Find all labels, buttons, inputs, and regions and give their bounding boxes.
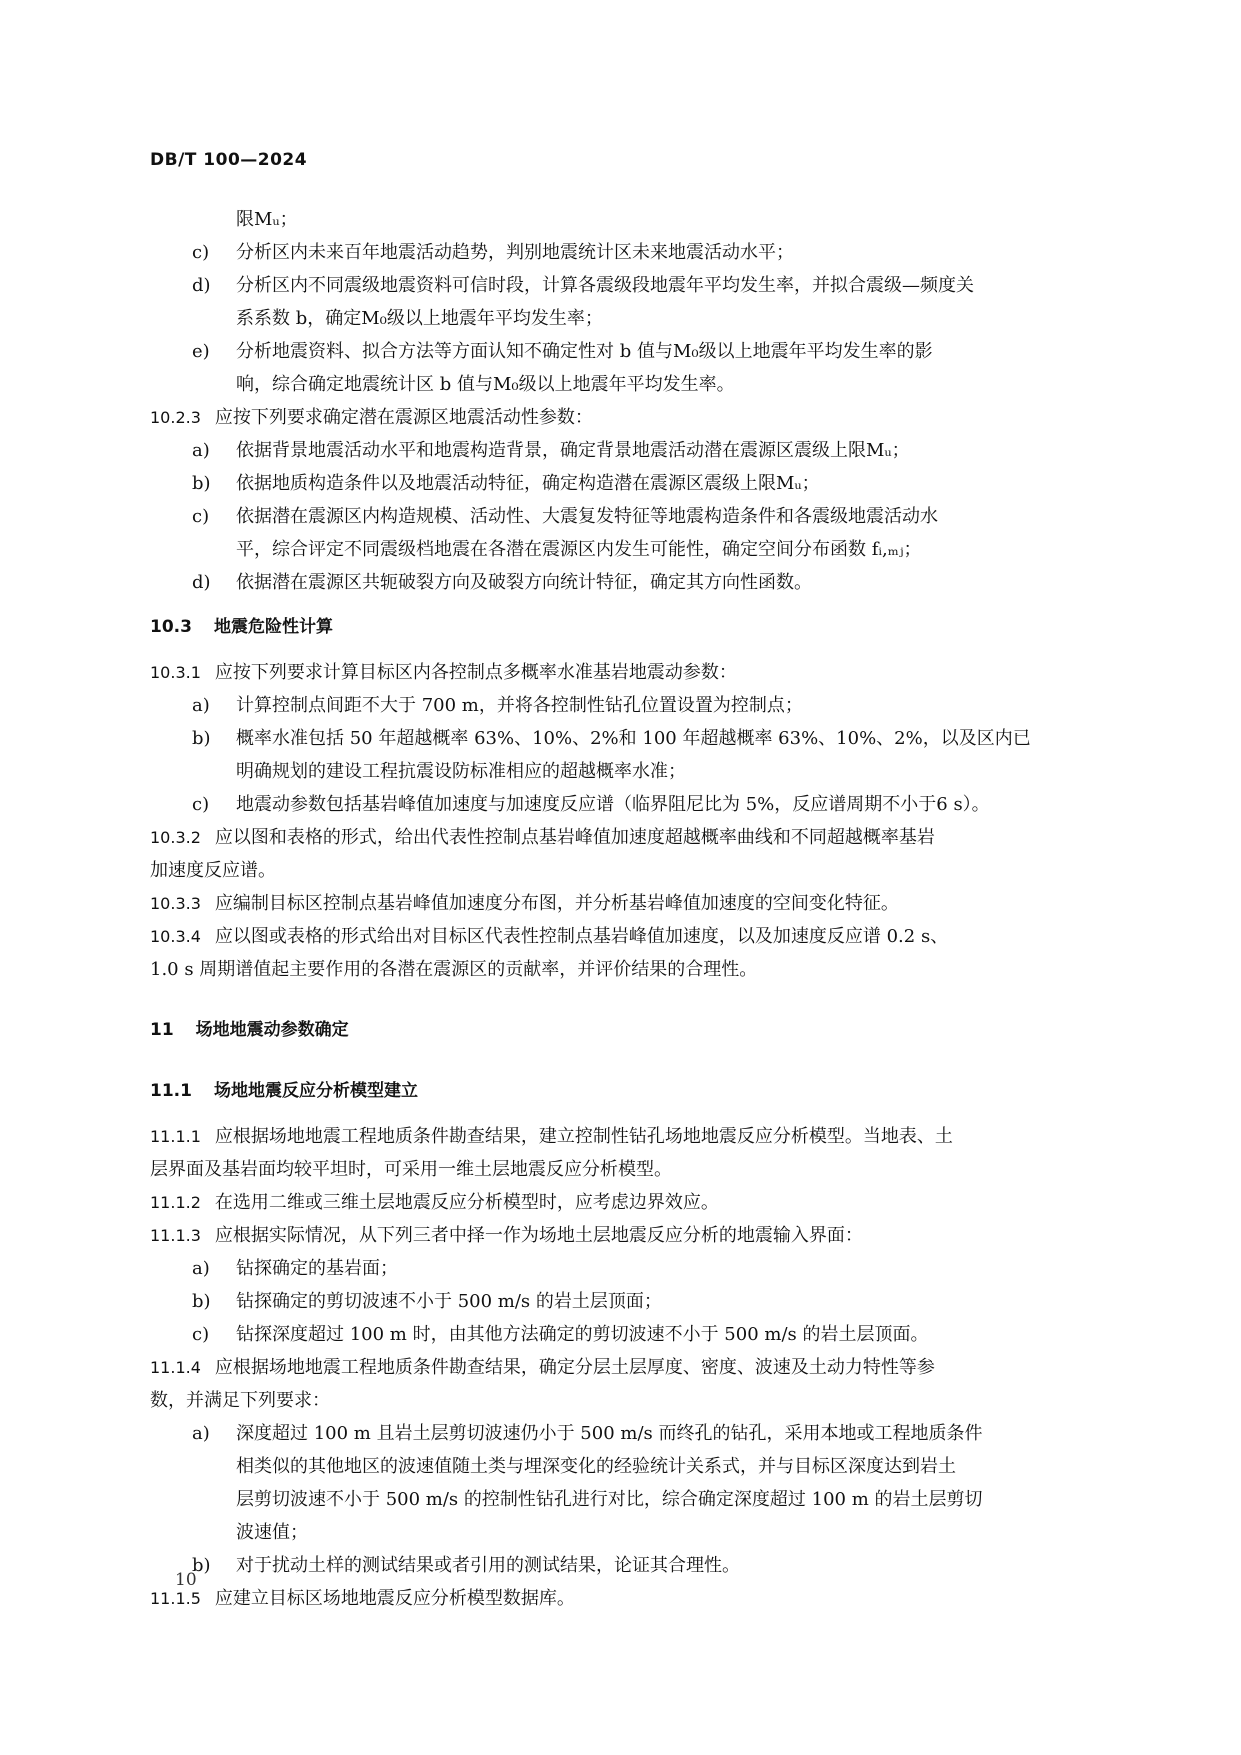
- clause: [150, 1582, 1100, 1615]
- spacer: [150, 644, 1100, 656]
- clause-number: 10.3.4: [150, 927, 201, 946]
- list-item-continuation: 相类似的其他地区的波速值随土类与埋深变化的经验统计关系式，并与目标区深度达到岩土: [236, 1456, 956, 1477]
- clause-text: 在选用二维或三维土层地震反应分析模型时，应考虑边界效应。: [214, 1192, 719, 1213]
- clause-number: 11.1.4: [150, 1358, 201, 1377]
- list-marker: c): [192, 1324, 210, 1345]
- list-marker: a): [192, 1258, 210, 1279]
- list-marker: c): [192, 794, 210, 815]
- clause: [150, 920, 1100, 953]
- list-marker: a): [192, 695, 210, 716]
- list-item-text: 依据地质构造条件以及地震活动特征，确定构造潜在震源区震级上限Mᵤ；: [236, 473, 820, 494]
- list-marker: a): [192, 440, 210, 461]
- clause: [150, 821, 1100, 854]
- list-item-text: 计算控制点间距不大于 700 m，并将各控制性钻孔位置设置为控制点；: [236, 695, 803, 716]
- list-item-text: 概率水准包括 50 年超越概率 63%、10%、2%和 100 年超越概率 63%、10%、2%，以及区内已: [236, 728, 1031, 749]
- list-marker: e): [192, 341, 210, 362]
- list-item: [150, 269, 1100, 302]
- clause-text: 应按下列要求确定潜在震源区地震活动性参数：: [214, 407, 593, 428]
- list-item-continuation: 明确规划的建设工程抗震设防标准相应的超越概率水准；: [236, 761, 686, 782]
- clause-number: 11.1.1: [150, 1127, 201, 1146]
- list-item-text: 深度超过 100 m 且岩土层剪切波速仍小于 500 m/s 而终孔的钻孔，采用本地或工程地质条件: [236, 1423, 983, 1444]
- list-item-text: 分析区内未来百年地震活动趋势，判别地震统计区未来地震活动水平；: [236, 242, 794, 263]
- section-title: 场地地震反应分析模型建立: [213, 1081, 418, 1101]
- list-item-text: 分析地震资料、拟合方法等方面认知不确定性对 b 值与M₀级以上地震年平均发生率的影: [236, 341, 933, 362]
- section-number: 11: [150, 1020, 174, 1040]
- list-item: [150, 689, 1100, 722]
- list-item-text: 钻探确定的剪切波速不小于 500 m/s 的岩土层顶面；: [236, 1291, 662, 1312]
- paragraph-continuation: 加速度反应谱。: [150, 860, 276, 881]
- list-item-text: 钻探深度超过 100 m 时，由其他方法确定的剪切波速不小于 500 m/s 的岩土层顶面。: [236, 1324, 929, 1345]
- list-item-continuation: 波速值；: [236, 1522, 308, 1543]
- section-heading: [150, 611, 1100, 644]
- list-item-continuation: 限Mᵤ；: [236, 209, 298, 230]
- section-title: 场地地震动参数确定: [195, 1020, 349, 1040]
- list-item-text: 对于扰动土样的测试结果或者引用的测试结果，论证其合理性。: [236, 1555, 740, 1576]
- list-item-text: 依据潜在震源区共轭破裂方向及破裂方向统计特征，确定其方向性函数。: [236, 572, 812, 593]
- section-number: 10.3: [150, 617, 192, 637]
- list-marker: b): [192, 1291, 211, 1312]
- list-marker: b): [192, 728, 211, 749]
- list-item: [150, 1318, 1100, 1351]
- clause-number: 11.1.3: [150, 1226, 201, 1245]
- clause: [150, 1120, 1100, 1153]
- paragraph-continuation: 1.0 s 周期谱值起主要作用的各潜在震源区的贡献率，并评价结果的合理性。: [150, 959, 758, 980]
- list-item: [150, 236, 1100, 269]
- clause-text: 应根据场地地震工程地质条件勘查结果，确定分层土层厚度、密度、波速及土动力特性等参: [214, 1357, 935, 1378]
- section-title: 地震危险性计算: [213, 617, 333, 637]
- list-item: [150, 566, 1100, 599]
- list-item: [150, 335, 1100, 368]
- clause: [150, 401, 1100, 434]
- list-marker: a): [192, 1423, 210, 1444]
- page-number: 10: [175, 1570, 197, 1590]
- list-marker: c): [192, 242, 210, 263]
- standard-code: DB/T 100—2024: [150, 150, 308, 170]
- list-item-continuation: 层剪切波速不小于 500 m/s 的控制性钻孔进行对比，综合确定深度超过 100 m 的岩土层剪切: [236, 1489, 983, 1510]
- clause-text: 应编制目标区控制点基岩峰值加速度分布图，并分析基岩峰值加速度的空间变化特征。: [214, 893, 899, 914]
- list-item-continuation: 平，综合评定不同震级档地震在各潜在震源区内发生可能性，确定空间分布函数 fᵢ,ₘⱼ；: [236, 539, 922, 560]
- clause-text: 应根据实际情况，从下列三者中择一作为场地土层地震反应分析的地震输入界面：: [214, 1225, 863, 1246]
- clause-number: 10.3.2: [150, 828, 201, 847]
- clause-number: 11.1.5: [150, 1589, 201, 1608]
- list-item: [150, 500, 1100, 533]
- section-heading: [150, 1014, 1100, 1047]
- list-item-text: 钻探确定的基岩面；: [236, 1258, 398, 1279]
- list-item-text: 依据背景地震活动水平和地震构造背景，确定背景地震活动潜在震源区震级上限Mᵤ；: [236, 440, 910, 461]
- section-heading: [150, 1075, 1100, 1108]
- clause-text: 应以图或表格的形式给出对目标区代表性控制点基岩峰值加速度，以及加速度反应谱 0.2 s、: [214, 926, 949, 947]
- list-marker: b): [192, 473, 211, 494]
- clause: [150, 1219, 1100, 1252]
- clause: [150, 887, 1100, 920]
- document-body: [150, 203, 1100, 1615]
- list-marker: b): [192, 1555, 211, 1576]
- list-item: [150, 1549, 1100, 1582]
- list-item: [150, 788, 1100, 821]
- clause-text: 应按下列要求计算目标区内各控制点多概率水准基岩地震动参数：: [214, 662, 737, 683]
- clause-number: 10.2.3: [150, 408, 201, 427]
- clause: [150, 1186, 1100, 1219]
- list-item-continuation: 响，综合确定地震统计区 b 值与M₀级以上地震年平均发生率。: [236, 374, 735, 395]
- list-marker: d): [192, 275, 211, 296]
- list-marker: d): [192, 572, 211, 593]
- spacer: [150, 1047, 1100, 1075]
- list-item-text: 依据潜在震源区内构造规模、活动性、大震复发特征等地震构造条件和各震级地震活动水: [236, 506, 938, 527]
- clause-number: 10.3.3: [150, 894, 201, 913]
- spacer: [150, 986, 1100, 1014]
- spacer: [150, 1108, 1100, 1120]
- paragraph-continuation: 层界面及基岩面均较平坦时，可采用一维土层地震反应分析模型。: [150, 1159, 672, 1180]
- clause-number: 11.1.2: [150, 1193, 201, 1212]
- list-item-text: 分析区内不同震级地震资料可信时段，计算各震级段地震年平均发生率，并拟合震级—频度关: [236, 275, 974, 296]
- list-item: [150, 722, 1100, 755]
- list-item: [150, 434, 1100, 467]
- list-marker: c): [192, 506, 210, 527]
- list-item: [150, 1417, 1100, 1450]
- clause: [150, 1351, 1100, 1384]
- clause-text: 应建立目标区场地地震反应分析模型数据库。: [214, 1588, 575, 1609]
- clause-text: 应根据场地地震工程地质条件勘查结果，建立控制性钻孔场地地震反应分析模型。当地表、土: [214, 1126, 953, 1147]
- clause-number: 10.3.1: [150, 663, 201, 682]
- clause: [150, 656, 1100, 689]
- list-item: [150, 1252, 1100, 1285]
- clause-text: 应以图和表格的形式，给出代表性控制点基岩峰值加速度超越概率曲线和不同超越概率基岩: [214, 827, 935, 848]
- spacer: [150, 599, 1100, 611]
- section-number: 11.1: [150, 1081, 192, 1101]
- paragraph-continuation: 数，并满足下列要求：: [150, 1390, 330, 1411]
- list-item-continuation: 系系数 b，确定M₀级以上地震年平均发生率；: [236, 308, 603, 329]
- list-item: [150, 1285, 1100, 1318]
- list-item: [150, 467, 1100, 500]
- list-item-text: 地震动参数包括基岩峰值加速度与加速度反应谱（临界阻尼比为 5%，反应谱周期不小于6 s）。: [236, 794, 990, 815]
